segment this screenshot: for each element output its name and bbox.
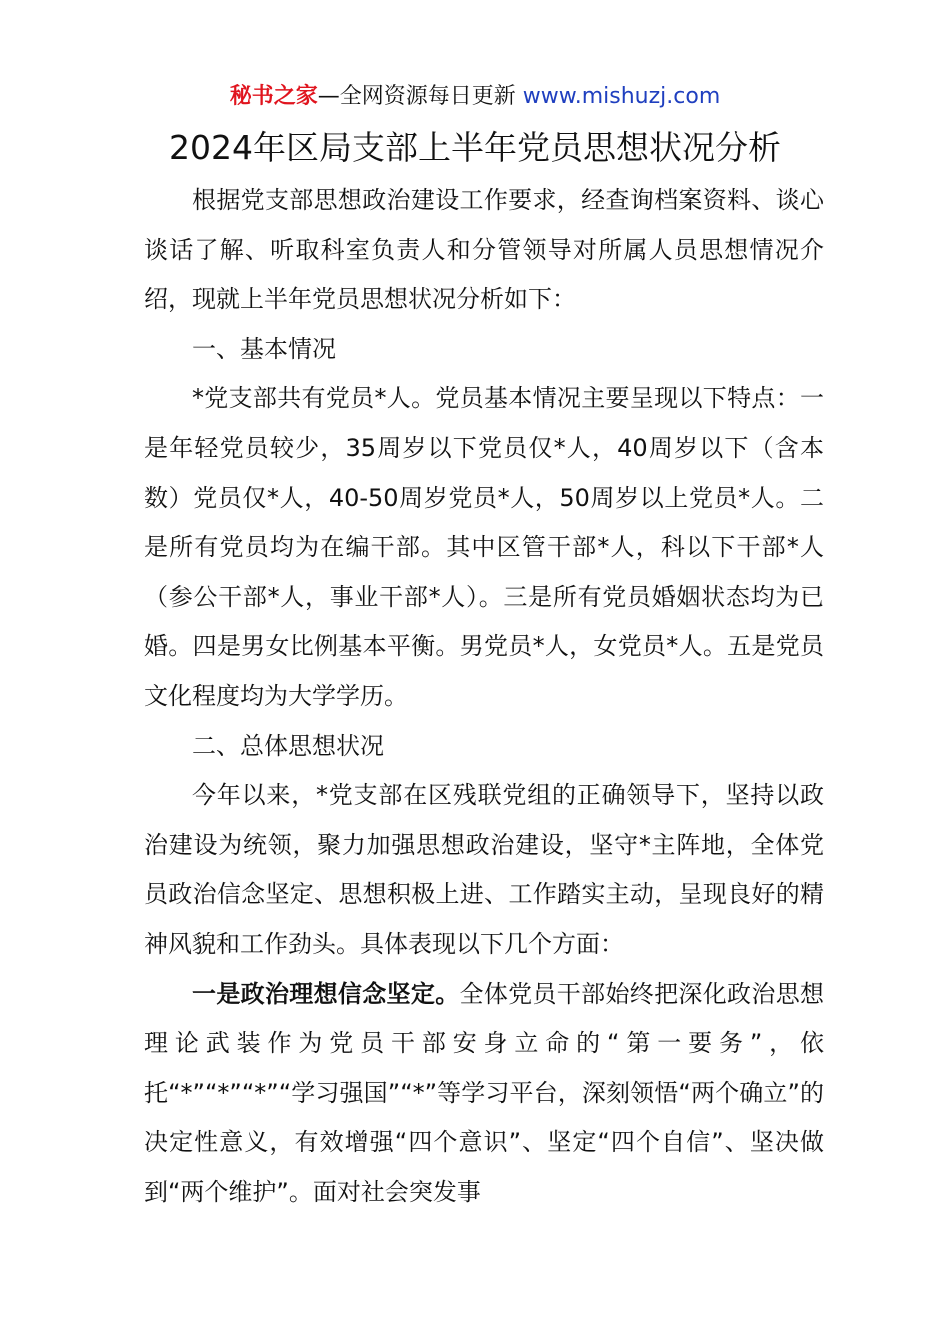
section-heading-overall: 二、总体思想状况: [192, 731, 384, 760]
site-brand: 秘书之家: [229, 84, 318, 109]
document-body: [144, 176, 824, 1217]
political-belief-lead: 一是政治理想信念坚定。: [192, 979, 460, 1008]
document-title: 2024年区局支部上半年党员思想状况分析: [169, 128, 781, 167]
site-url-link[interactable]: www.mishuzj.com: [522, 84, 721, 109]
section-heading-basic: 一、基本情况: [192, 334, 336, 363]
political-belief-text: 全体党员干部始终把深化政治思想理论武装作为党员干部安身立命的“第一要务”，依托“*”“*”“*”“学习强国”“*”等学习平台，深刻领悟“两个确立”的决定性意义，有效增强“四个意识”、坚定“四个自信”、坚决做到“两个维护”。面对社会突发事: [144, 979, 825, 1206]
political-belief-paragraph: [144, 970, 824, 1218]
site-header: [0, 82, 950, 112]
basic-info-paragraph: *党支部共有党员*人。党员基本情况主要呈现以下特点：一是年轻党员较少，35周岁以下党员仅*人，40周岁以下（含本数）党员仅*人，40-50周岁党员*人，50周岁以上党员*人。二是所有党员均为在编干部。其中区管干部*人，科以下干部*人（参公干部*人，事业干部*人）。三是所有党员婚姻状态均为已婚。四是男女比例基本平衡。男党员*人，女党员*人。五是党员文化程度均为大学学历。: [144, 384, 824, 710]
intro-paragraph: 根据党支部思想政治建设工作要求，经查询档案资料、谈心谈话了解、听取科室负责人和分管领导对所属人员思想情况介绍，现就上半年党员思想状况分析如下：: [144, 186, 824, 314]
overall-paragraph: 今年以来，*党支部在区残联党组的正确领导下，坚持以政治建设为统领，聚力加强思想政治建设，坚守*主阵地，全体党员政治信念坚定、思想积极上进、工作踏实主动，呈现良好的精神风貌和工作劲头。具体表现以下几个方面：: [144, 781, 824, 958]
site-tagline: —全网资源每日更新: [317, 84, 523, 109]
